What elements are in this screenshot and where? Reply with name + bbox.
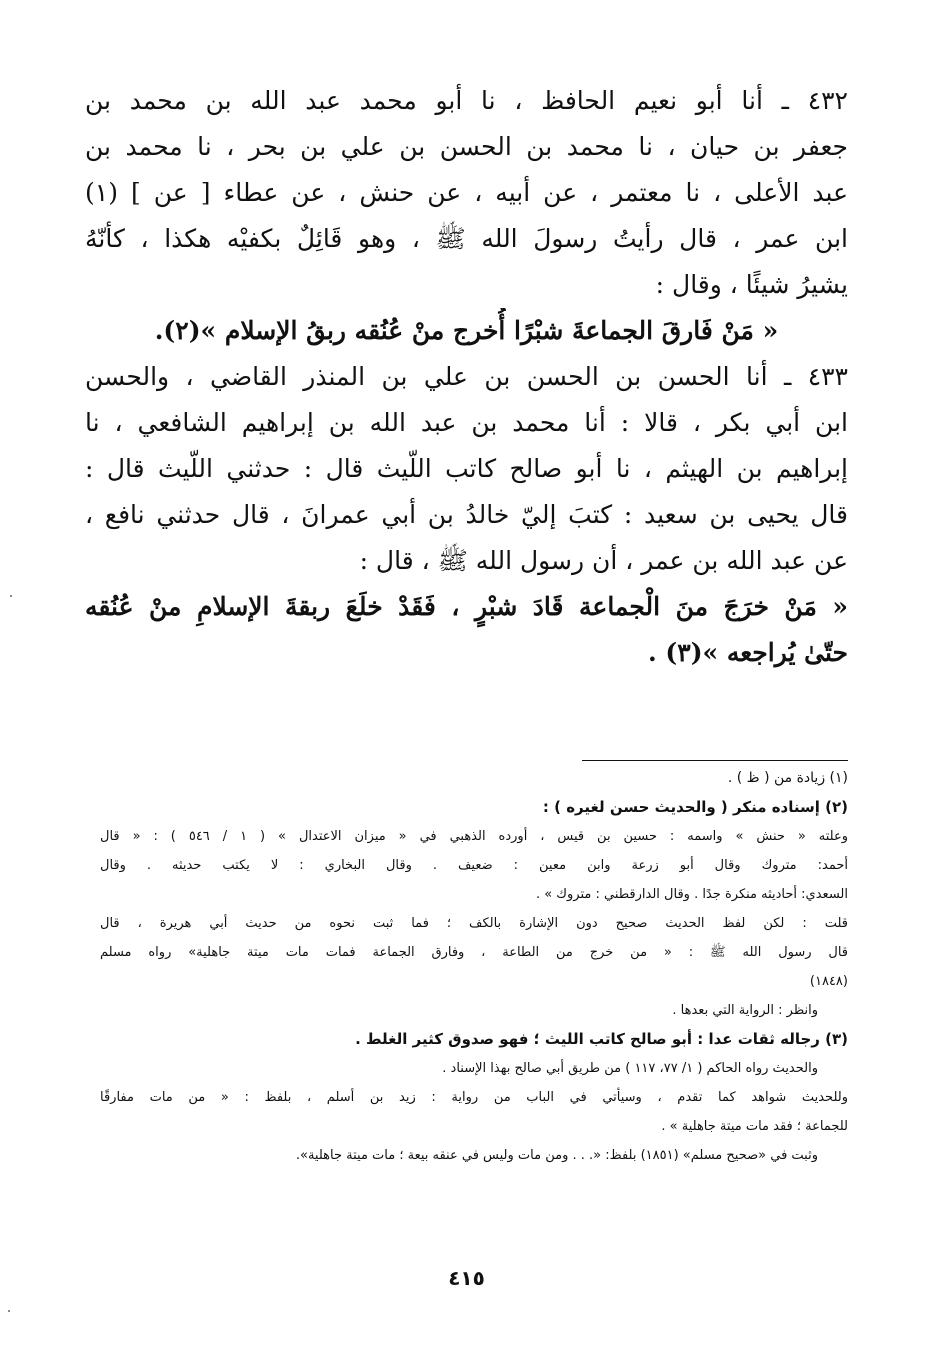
footnote-2-see-also: وانظر : الرواية التي بعدها . [672,1003,818,1018]
hadith-433-line: قال يحيى بن سعيد : كتبَ إليّ خالدُ بن أبي عمرانَ ، قال حدثني نافع ، [85,500,848,529]
hadith-433-line: إبراهيم بن الهيثم ، نا أبو صالح كاتب اللّيث قال : حدثني اللّيث قال : [85,454,848,483]
footnote-2-line: أحمد: متروك وقال أبو زرعة وابن معين : ضعيف . وقال البخاري : لا يكتب حديثه . وقال [100,858,848,873]
scan-speck [10,595,12,597]
hadith-433 [85,354,848,584]
footnote-2-note-line: قال رسول الله ﷺ : « من خرج من الطاعة ، وفارق الجماعة فمات مات ميتة جاهلية» رواه مسلم [100,945,848,960]
footnote-1: (١) زيادة من ( ظ ) . [727,770,848,786]
hadith-433-line: عن عبد الله بن عمر ، أن رسول الله ﷺ ، قال : [359,546,848,575]
hadith-432-line: عبد الأعلى ، نا معتمر ، عن أبيه ، عن حنش ، عن عطاء [ عن ] (١) [85,178,848,207]
hadith-432-line: ٤٣٢ ـ أنا أبو نعيم الحافظ ، نا أبو محمد عبد الله بن محمد بن [85,86,848,115]
footnote-3-line: للجماعة ؛ فقد مات ميتة جاهلية » . [661,1119,848,1134]
scan-speck [8,1310,10,1312]
footnote-3-line: وللحديث شواهد كما تقدم ، وسيأتي في الباب من رواية : زيد بن أسلم ، بلفظ : « من مات مفارقًا [100,1090,848,1105]
hadith-432-line: يشيرُ شيئًا ، وقال : [655,270,848,299]
footnote-separator [582,760,848,761]
footnote-2-note-line: (١٨٤٨) [809,974,848,989]
hadith-433-quote-line: « مَنْ خرَجَ منَ الْجماعة قَادَ شبْرٍ ، فَقَدْ خلَعَ ربقةَ الإسلامِ منْ عُنُقه [85,592,848,621]
footnote-2-note-line: قلت : لكن لفظ الحديث صحيح دون الإشارة بالكف ؛ فما ثبت نحوه من حديث أبي هريرة ، قال [100,916,848,931]
hadith-433-line: ابن أبي بكر ، قالا : أنا محمد بن عبد الله بن إبراهيم الشافعي ، نا [85,408,848,437]
page-number: ٤١٥ [448,1266,485,1290]
footnote-3-line: وثبت في «صحيح مسلم» (١٨٥١) بلفظ: «. . . ومن مات وليس في عنقه بيعة ؛ مات ميتة جاهلية». [295,1148,818,1163]
hadith-432-line: جعفر بن حيان ، نا محمد بن الحسن بن علي بن بحر ، نا محمد بن [85,132,848,161]
footnote-2-heading: (٢) إسناده منكر ( والحديث حسن لغيره ) : [542,798,848,816]
footnote-2-line: وعلته « حنش » واسمه : حسين بن قيس ، أورده الذهبي في « ميزان الاعتدال » ( ١ / ٥٤٦ ) : « قال [100,829,848,844]
footnote-3-line: والحديث رواه الحاكم ( ١/ ٧٧، ١١٧ ) من طريق أبي صالح بهذا الإسناد . [442,1061,818,1076]
main-text [85,78,848,676]
hadith-433-quote-line: حتّىٰ يُراجعه »(٣) . [648,638,848,667]
footnotes [100,764,848,1170]
footnote-3-heading: (٣) رجاله ثقات عدا : أبو صالح كاتب الليث ؛ فهو صدوق كثير الغلط . [355,1030,848,1048]
hadith-432-line: ابن عمر ، قال رأيتُ رسولَ الله ﷺ ، وهو قَائِلٌ بكفيْه هكذا ، كأنّهُ [85,224,848,253]
hadith-433-line: ٤٣٣ ـ أنا الحسن بن الحسن بن علي بن المنذر القاضي ، والحسن [85,362,848,391]
hadith-432 [85,78,848,308]
hadith-432-quote: « مَنْ فَارقَ الجماعةَ شبْرًا أُخرج منْ عُنُقه ربقُ الإسلام »(٢). [154,316,779,345]
hadith-433-quote [85,584,848,676]
footnote-2-line: السعدي: أحاديثه منكرة جدًا . وقال الدارقطني : متروك » . [535,887,848,902]
